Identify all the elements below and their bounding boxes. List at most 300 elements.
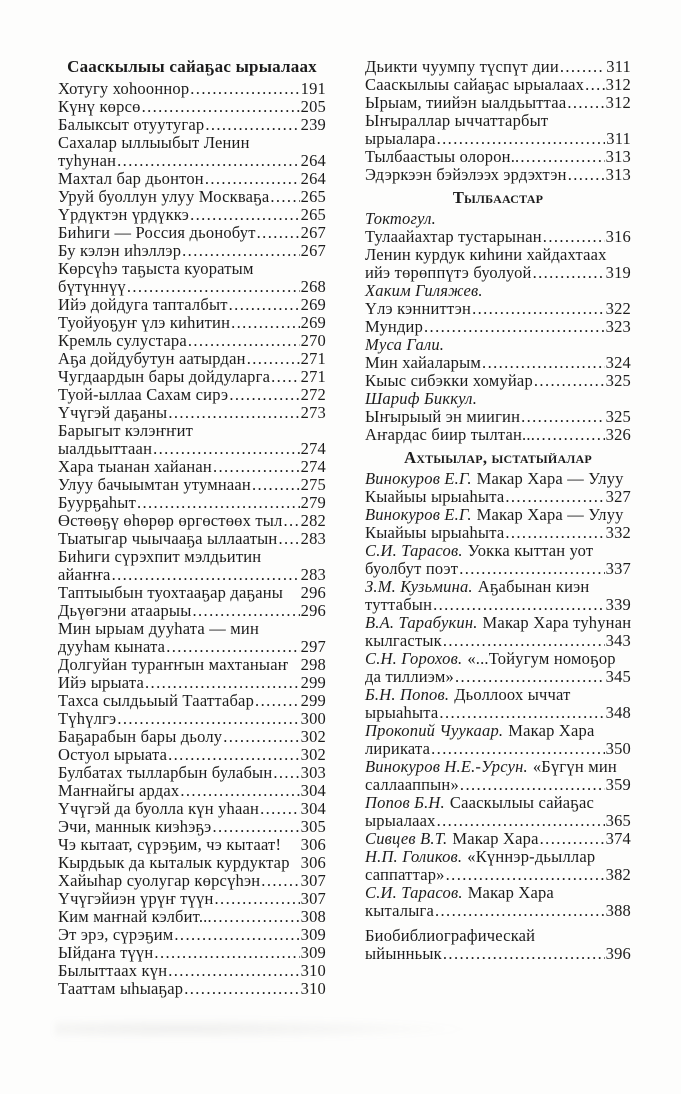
page-number: 299: [300, 691, 326, 710]
dot-leader: [278, 530, 299, 548]
dot-leader: [182, 242, 299, 260]
page-number: 283: [300, 565, 326, 584]
dot-leader: [443, 632, 605, 650]
page-number: 274: [300, 439, 326, 458]
toc-line: [58, 764, 326, 782]
dot-leader: [455, 668, 605, 686]
toc-line: [365, 488, 631, 506]
toc-entry-title: Баҕарабын бары дьолу: [58, 727, 223, 746]
toc-entry-title: Кыайыы ырыаһыта: [365, 487, 505, 506]
toc-line: [365, 542, 631, 560]
toc-entry-title: саппаттар»: [365, 865, 445, 884]
toc-line: [58, 368, 326, 386]
toc-entry-title: Эдэркээн бэйэлээх эрдэхтэн: [365, 165, 567, 184]
toc-entry-title: Махтал бар дьонтон: [58, 169, 204, 188]
toc-line: [58, 116, 326, 134]
toc-author-name: З.М. Кузьмина.: [365, 577, 473, 596]
toc-line: [58, 746, 326, 764]
toc-entry-title: Аҥардас биир тылтан...: [365, 425, 536, 444]
toc-author-name: Сивцев В.Т.: [365, 829, 448, 848]
toc-entry-title: Көрсүһэ таҕыста куоратым: [58, 259, 254, 278]
toc-entry-title: ырыалаах: [365, 811, 436, 830]
toc-line: [365, 686, 631, 704]
dot-leader: [188, 332, 300, 350]
page-number: 312: [605, 93, 631, 112]
dot-leader: [431, 740, 604, 758]
toc-entry-title: саллааппын»: [365, 775, 459, 794]
toc-entry-title: Уокка кыттан уот: [467, 541, 594, 560]
toc-entry-title: Ийэ ырыата: [58, 673, 145, 692]
toc-line: [58, 638, 326, 656]
page-number: 271: [300, 349, 326, 368]
dot-leader: [460, 776, 605, 794]
toc-line: [365, 578, 631, 596]
dot-leader: [260, 800, 300, 818]
toc-entry-title: Түһүлгэ: [58, 709, 117, 728]
dot-leader: [193, 602, 300, 620]
page-number: 382: [605, 865, 631, 884]
toc-line: [58, 314, 326, 332]
toc-entry-title: Маҥнайгы ардах: [58, 781, 180, 800]
toc-line: [365, 668, 631, 686]
dot-leader: [505, 524, 604, 542]
page-number: 324: [605, 353, 631, 372]
column-left: [58, 58, 326, 998]
toc-entry-title: буолбут поэт: [365, 559, 459, 578]
toc-line: [365, 758, 631, 776]
toc-entry-title: Биобиблиографическай: [365, 926, 536, 945]
page-number: 388: [605, 901, 631, 920]
toc-content: [58, 58, 632, 998]
toc-line: [58, 566, 326, 584]
page-number: 337: [605, 559, 631, 578]
toc-entry-title: Үчүгэй да буолла күн уһаан: [58, 799, 260, 818]
toc-line: [58, 476, 326, 494]
page-number: 311: [606, 57, 631, 76]
toc-line: [365, 130, 631, 148]
toc-line: [58, 872, 326, 890]
toc-entry-title: ыалдьыттаан: [58, 439, 153, 458]
page-number: 264: [300, 151, 326, 170]
toc-line: [58, 980, 326, 998]
toc-line: [365, 166, 631, 184]
toc-entry-title: Макар Хара — Улуу: [476, 469, 624, 488]
toc-line: [365, 58, 631, 76]
page-number: 359: [605, 775, 631, 794]
toc-entry-title: Ленин курдук киһини хайдахтаах: [365, 245, 607, 264]
toc-entry-title: Биһиги — Россия дьонобут: [58, 223, 256, 242]
toc-line: [365, 830, 631, 848]
dot-leader: [223, 728, 299, 746]
column-right: [365, 58, 631, 998]
toc-line: [58, 908, 326, 926]
dot-leader: [145, 674, 300, 692]
toc-entry-title: Күнү көрсө: [58, 97, 141, 116]
dot-leader: [459, 560, 604, 578]
dot-leader: [112, 566, 300, 584]
page-number: 302: [300, 727, 326, 746]
toc-entry-title: Балыксыт отуутугар: [58, 115, 205, 134]
page-number: 309: [300, 943, 326, 962]
page-number: 267: [300, 241, 326, 260]
toc-line: [365, 902, 631, 920]
page-number: 299: [300, 673, 326, 692]
page-number: 332: [605, 523, 631, 542]
dot-leader: [117, 710, 299, 728]
toc-entry-title: Хайыһар суолугар көрсүһэн: [58, 871, 261, 890]
page-number: 296: [300, 583, 326, 602]
toc-line: [365, 632, 631, 650]
page-number: 269: [300, 313, 326, 332]
dot-leader: [482, 354, 605, 372]
toc-line: [365, 560, 631, 578]
toc-line: [365, 927, 631, 945]
toc-author-name: С.И. Тарасов.: [365, 541, 463, 560]
toc-line: [365, 945, 631, 963]
toc-entry-title: Кыыс сибэкки хомуйар: [365, 371, 533, 390]
toc-line: [365, 776, 631, 794]
page-number: 327: [605, 487, 631, 506]
toc-entry-title: ийэ төрөппүтэ буолуой: [365, 263, 532, 282]
toc-line: [58, 440, 326, 458]
toc-author-name: Б.Н. Попов.: [365, 685, 450, 704]
toc-line: [365, 228, 631, 246]
toc-author-name: Прокопий Чуукаар.: [365, 721, 504, 740]
toc-entry-title: Остуол ырыата: [58, 745, 168, 764]
toc-line: [58, 332, 326, 350]
page-number: 313: [605, 165, 631, 184]
toc-line: [365, 318, 631, 336]
toc-line: [58, 602, 326, 620]
page-number: 308: [300, 907, 326, 926]
page-number: 310: [300, 979, 326, 998]
dot-leader: [521, 408, 605, 426]
toc-entry-title: Үлэ кэнниттэн: [365, 299, 472, 318]
dot-leader: [284, 512, 300, 530]
toc-author-name: С.Н. Горохов.: [365, 649, 463, 668]
toc-line: [58, 854, 326, 872]
toc-line: [58, 206, 326, 224]
toc-entry-title: Мин ырыам дууһата — мин: [58, 619, 259, 638]
toc-entry-title: Уруй буоллун улуу Москваҕа: [58, 187, 270, 206]
page-number: 283: [300, 529, 326, 548]
page-number: 365: [605, 811, 631, 830]
toc-line: [365, 884, 631, 902]
dot-leader: [229, 296, 300, 314]
page-number: 304: [300, 781, 326, 800]
section-heading: Сааскылыы сайаҕас ырыалаах: [67, 57, 317, 76]
toc-line: [365, 704, 631, 722]
toc-line: [58, 584, 326, 602]
page-number: 348: [605, 703, 631, 722]
dot-leader: [255, 692, 300, 710]
dot-leader: [190, 206, 300, 224]
page-number: 322: [605, 299, 631, 318]
toc-line: [58, 404, 326, 422]
page-number: 300: [300, 709, 326, 728]
dot-leader: [585, 76, 605, 94]
page-number: 323: [605, 317, 631, 336]
toc-line: [365, 390, 631, 408]
toc-line: [365, 812, 631, 830]
toc-line: [58, 422, 326, 440]
dot-leader: [231, 314, 300, 332]
dot-leader: [271, 368, 300, 386]
toc-entry-title: Тулаайахтар тустарынан: [365, 227, 542, 246]
dot-leader: [439, 704, 604, 722]
toc-entry-title: Туой-ыллаа Сахам сирэ: [58, 385, 229, 404]
page-number: 310: [300, 961, 326, 980]
page-number: 319: [605, 263, 631, 282]
dot-leader: [446, 866, 605, 884]
toc-line: [365, 848, 631, 866]
toc-entry-title: Макар Хара: [508, 721, 595, 740]
toc-line: [58, 296, 326, 314]
page-number: 396: [605, 944, 631, 963]
toc-line: [365, 112, 631, 130]
toc-author-name: Н.П. Голиков.: [365, 847, 463, 866]
dot-leader: [424, 318, 605, 336]
toc-line: [58, 350, 326, 368]
toc-entry-title: Былыттаах күн: [58, 961, 168, 980]
dot-leader: [137, 494, 300, 512]
page-number: 268: [300, 277, 326, 296]
dot-leader: [505, 488, 604, 506]
page-number: 282: [300, 511, 326, 530]
toc-entry-title: Үчүгэйиэн үрүҥ түүн: [58, 889, 214, 908]
toc-line: [58, 836, 326, 854]
page-number: 350: [605, 739, 631, 758]
dot-leader: [540, 830, 605, 848]
section-heading: Ахтыылар, ыстатыйалар: [404, 448, 592, 467]
dot-leader: [433, 596, 605, 614]
dot-leader: [117, 152, 300, 170]
page-number: 205: [300, 97, 326, 116]
toc-entry-title: Өстөөҕү өһөрөр өргөстөөх тыл: [58, 511, 283, 530]
toc-line: [58, 494, 326, 512]
toc-author-name: Токтогул.: [365, 209, 436, 228]
toc-line: [58, 386, 326, 404]
toc-entry-title: Чугдаардын бары дойдуларга: [58, 367, 271, 386]
dot-leader: [166, 638, 299, 656]
page-number: 298: [300, 655, 326, 674]
dot-leader: [472, 300, 605, 318]
dot-leader: [536, 426, 605, 444]
toc-entry-title: «...Тойугум номоҕор: [467, 649, 616, 668]
section-heading: Тылбаастар: [452, 188, 544, 207]
dot-leader: [270, 188, 299, 206]
page-number: 307: [300, 889, 326, 908]
toc-entry-title: кылгастык: [365, 631, 442, 650]
toc-entry-title: Тыатыгар чыычааҕа ыллаатын: [58, 529, 278, 548]
toc-entry-title: туттабын: [365, 595, 433, 614]
dot-leader: [180, 782, 299, 800]
toc-entry-title: ырыаһыта: [365, 703, 439, 722]
page-number: 297: [300, 637, 326, 656]
page-number: 269: [300, 295, 326, 314]
dot-leader: [273, 764, 299, 782]
dot-leader: [257, 224, 300, 242]
toc-entry-title: Дьоллоох ыччат: [454, 685, 571, 704]
dot-leader: [153, 440, 300, 458]
dot-leader: [520, 148, 604, 166]
toc-entry-title: Үчүгэй даҕаны: [58, 403, 168, 422]
toc-line: [58, 656, 326, 674]
page-number: 275: [300, 475, 326, 494]
page-number: 306: [300, 853, 326, 872]
toc-line: [365, 210, 631, 228]
toc-line: [365, 722, 631, 740]
page-number: 302: [300, 745, 326, 764]
dot-leader: [568, 166, 605, 184]
page-number: 374: [605, 829, 631, 848]
dot-leader: [213, 458, 300, 476]
page-number: 325: [605, 371, 631, 390]
toc-line: [58, 674, 326, 692]
toc-line: [365, 300, 631, 318]
toc-line: [365, 506, 631, 524]
toc-line: [365, 282, 631, 300]
toc-entry-title: айаҥҥа: [58, 565, 111, 584]
toc-entry-title: «Күннэр-дьыллар: [467, 847, 596, 866]
toc-line: [58, 152, 326, 170]
toc-entry-title: Ыҥыраллар ыччаттарбыт: [365, 111, 549, 130]
scan-artifact: [55, 1018, 475, 1040]
page-number: 272: [300, 385, 326, 404]
toc-entry-title: Хотугу хоһооннор: [58, 79, 190, 98]
toc-line: [365, 426, 631, 444]
toc-entry-title: Хара тыанан хайанан: [58, 457, 212, 476]
toc-line: [58, 944, 326, 962]
toc-line: [58, 530, 326, 548]
toc-author-name: Винокуров Е.Г.: [365, 505, 472, 524]
page-number: 296: [300, 601, 326, 620]
toc-line: [58, 98, 326, 116]
page-number: 273: [300, 403, 326, 422]
toc-entry-title: Эчи, маннык киэһэҕэ: [58, 817, 212, 836]
page-number: 316: [605, 227, 631, 246]
page-number: 303: [300, 763, 326, 782]
toc-entry-title: Эт эрэ, сүрэҕим: [58, 925, 174, 944]
toc-line: [365, 794, 631, 812]
dot-leader: [435, 902, 605, 920]
toc-entry-title: Таптыыбын туохтааҕар даҕаны: [58, 583, 284, 602]
toc-entry-title: Долгуйан тураҥҥын махтаныаҥ: [58, 655, 289, 674]
toc-line: [365, 614, 631, 632]
page-number: 326: [605, 425, 631, 444]
toc-entry-title: Ким маҥнай кэлбит...: [58, 907, 212, 926]
toc-entry-title: Бу кэлэн иһэллэр: [58, 241, 182, 260]
page-number: 191: [300, 79, 326, 98]
page-number: 312: [605, 75, 631, 94]
toc-line: [58, 620, 326, 638]
dot-leader: [560, 58, 605, 76]
toc-line: [58, 692, 326, 710]
page-number: 309: [300, 925, 326, 944]
toc-author-name: Шариф Биккул.: [365, 389, 478, 408]
toc-line: [58, 458, 326, 476]
dot-leader: [543, 228, 605, 246]
toc-entry-title: Туойуоҕуҥ үлэ киһитин: [58, 313, 231, 332]
toc-entry-title: туһунан: [58, 151, 117, 170]
dot-leader: [154, 944, 299, 962]
toc-line: [58, 818, 326, 836]
toc-line: [365, 524, 631, 542]
page-number: 267: [300, 223, 326, 242]
page-number: 306: [300, 835, 326, 854]
toc-entry-title: Улуу бачыымтан утумнаан: [58, 475, 251, 494]
page-number: 339: [605, 595, 631, 614]
toc-entry-title: Тылбаастыы олорон..: [365, 147, 520, 166]
toc-entry-title: Ырыам, тиийэн ыалдьыттаа: [365, 93, 567, 112]
page-number: 279: [300, 493, 326, 512]
dot-leader: [443, 945, 605, 963]
page-number: 270: [300, 331, 326, 350]
toc-entry-title: Макар Хара: [467, 883, 554, 902]
toc-entry-title: ыйынньык: [365, 944, 442, 963]
toc-line: [58, 710, 326, 728]
toc-entry-title: Ийэ дойдуга тапталбыт: [58, 295, 228, 314]
dot-leader: [437, 812, 605, 830]
toc-author-name: Хаким Гиляжев.: [365, 281, 483, 300]
dot-leader: [127, 278, 300, 296]
toc-entry-title: Сааскылыы сайаҕас ырыалаах: [365, 75, 585, 94]
toc-entry-title: лириката: [365, 739, 431, 758]
toc-line: [365, 246, 631, 264]
toc-line: [58, 170, 326, 188]
toc-entry-title: Барыгыт кэлэҥҥит: [58, 421, 194, 440]
page-number: 271: [300, 367, 326, 386]
toc-line: [365, 76, 631, 94]
dot-leader: [142, 98, 300, 116]
toc-line: [58, 962, 326, 980]
dot-leader: [212, 818, 299, 836]
page-number: 305: [300, 817, 326, 836]
toc-entry-title: Макар Хара туһунан: [482, 613, 632, 632]
toc-entry-title: Сааскылыы сайаҕас: [449, 793, 595, 812]
page-number: 325: [605, 407, 631, 426]
toc-line: [58, 512, 326, 530]
page-number: 304: [300, 799, 326, 818]
dot-leader: [437, 130, 606, 148]
toc-line: [365, 336, 631, 354]
toc-entry-title: Ыйдаҥа түүн: [58, 943, 154, 962]
page-number: 274: [300, 457, 326, 476]
page-number: 264: [300, 169, 326, 188]
dot-leader: [168, 962, 299, 980]
toc-line: [365, 264, 631, 282]
toc-line: [58, 242, 326, 260]
dot-leader: [168, 404, 299, 422]
toc-entry-title: Чэ кытаат, сүрэҕим, чэ кытаат!: [58, 835, 282, 854]
toc-line: [58, 188, 326, 206]
toc-author-name: В.А. Тарабукин.: [365, 613, 478, 632]
toc-line: [58, 800, 326, 818]
toc-entry-title: Булбатах тылларбын булабын: [58, 763, 273, 782]
toc-entry-title: дууһам кыната: [58, 637, 166, 656]
toc-author-name: Муса Гали.: [365, 335, 445, 354]
toc-entry-title: Аҕабынан киэн: [477, 577, 590, 596]
toc-entry-title: Үрдүктэн үрдүккэ: [58, 205, 190, 224]
toc-entry-title: кыталыга: [365, 901, 434, 920]
toc-line: [58, 278, 326, 296]
toc-line: [365, 148, 631, 166]
toc-line: [365, 650, 631, 668]
dot-leader: [247, 350, 300, 368]
dot-leader: [215, 890, 300, 908]
page-number: 343: [605, 631, 631, 650]
toc-entry-title: Ыҥырыый эн миигин: [365, 407, 521, 426]
